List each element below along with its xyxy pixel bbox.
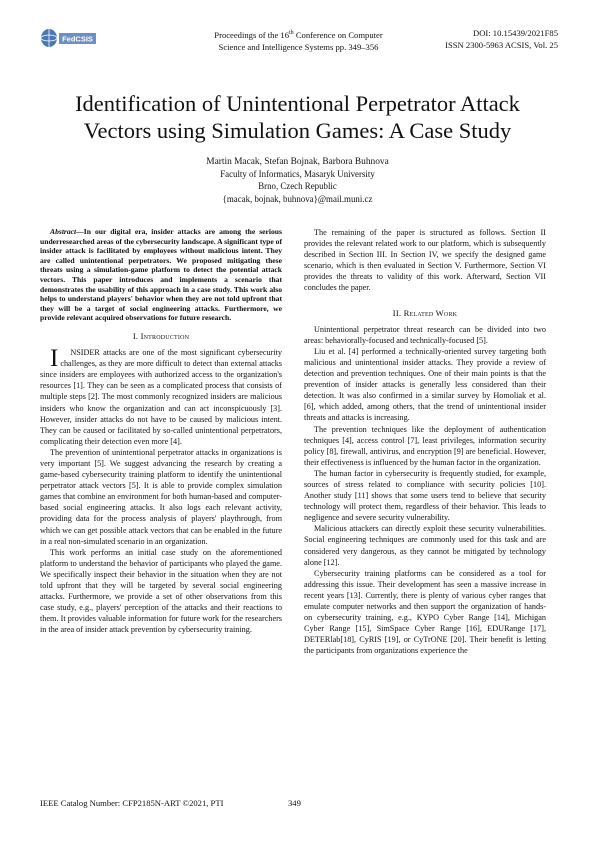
- proceedings-header: [196, 27, 401, 53]
- doi: DOI: 10.15439/2021F85: [473, 28, 558, 38]
- related-paragraph-3: The prevention techniques like the deployment of authentication techniques [4], access control [7], least privileges, information security policy [8], firewall, antivirus, and encryption [9] are beneficial. However, their effectiveness is influenced by the human factor in the organization.: [304, 424, 546, 467]
- title-line-1: Identification of Unintentional Perpetrator Attack: [75, 91, 520, 116]
- affiliation: Faculty of Informatics, Masaryk University: [220, 169, 375, 180]
- section-heading-related-work: II. Related Work: [392, 307, 458, 318]
- proceedings-line-1: Proceedings of the 16th Conference on Computer: [214, 29, 383, 40]
- related-paragraph-1: Unintentional perpetrator threat research can be divided into two areas: behaviorally-focused and technically-focused [5].: [304, 324, 546, 345]
- related-paragraph-6: Cybersecurity training platforms can be considered as a tool for addressing this issue. Their development has seen a massive increase in recent years [13]. Currently, there is plenty of various cyber ranges that emulate computer networks and then support the organization of hands-on cybersecurity training, e.g., KYPO Cyber Range [14], Michigan Cyber Range [15], SimSpace Cyber Range [16], EDURange [17], DETERlab[18], CyRIS [19], or CyTrONE [20]. Their benefit is letting the participants from organizations experience the: [304, 568, 546, 656]
- logo-text: FedCSIS: [62, 34, 93, 44]
- title-line-2: Vectors using Simulation Games: A Case Study: [83, 118, 512, 143]
- abstract-text: In our digital era, insider attacks are among the serious underresearched areas of the cybersecurity landscape. A significant type of insider attack is facilitated by employees without malicious intent. They are called unintentional perpetrators. We proposed mitigating these threats using a simulation-game platform to detect the potential attack vectors. This paper introduces and implements a scenario that demonstrates the usability of this approach in a case study. This work also helps to understand players' behavior when they are not told upfront that they will be a target of social engineering attacks. Furthermore, we provide relevant acquired observations for future research.: [40, 227, 282, 323]
- drop-cap: I: [50, 345, 59, 373]
- doi-header: [418, 27, 558, 51]
- related-paragraph-5: Malicious attackers can directly exploit these security vulnerabilities. Social engineering techniques are commonly used for this task and are considered very dangerous, as they cannot be mitigated by technology alone [12].: [304, 524, 546, 567]
- proceedings-line-2: Science and Intelligence Systems pp. 349–356: [218, 41, 379, 52]
- intro-paragraph-3: This work performs an initial case study on the aforementioned platform to understand the behavior of participants who played the game. We specifically inspect their behavior in the situation when they are not told upfront that they will be targeted by several social engineering attacks. Furthermore, we provide a set of other observations from this case study, e.g., players' perception of the attacks and their reactions to them. It provides valuable information for future work for the researchers in the area of insider attack prevention by cybersecurity training.: [40, 547, 282, 635]
- abstract-label: Abstract—: [50, 227, 84, 236]
- abstract: [40, 227, 282, 323]
- right-column: [304, 227, 546, 656]
- left-column: [40, 227, 282, 635]
- intro-paragraph-2: The prevention of unintentional perpetrator attacks in organizations is very important [5]. We suggest advancing the research by creating a game-based cybersecurity training platform to identify the unintentional perpetrator attack vectors [5]. It is able to provide complex simulation games that combine an environment for both human-based and computer-based social engineering attacks. It also logs each relevant activity, providing data for the process analysis of players' playthrough, from which we can get possible attack vectors that can be enabled in the future in a real non-simulated scenario in an organization.: [40, 447, 282, 546]
- intro-paragraph-1-text: NSIDER attacks are one of the most significant cybersecurity challenges, as they are more difficult to detect than external attacks since insiders are employees with authorized access to the organization's resources [1]. They can be seen as a complicated process that consists of multiple steps [2]. The most commonly recognized insiders are malicious insiders who know the organization and can act inconspicuously [3]. However, insider attacks do not have to be caused by malicious intent. They can be caused or facilitated by so-called unintentional perpetrators, complicating their detection even more [4].: [40, 348, 282, 446]
- ieee-catalog-footer: IEEE Catalog Number: CFP2185N-ART ©2021, PTI: [40, 798, 224, 808]
- email: {macak, bojnak, buhnova}@mail.muni.cz: [222, 193, 373, 204]
- paper-title: [40, 90, 555, 144]
- issn: ISSN 2300-5963 ACSIS, Vol. 25: [445, 40, 558, 50]
- page-number: 349: [288, 798, 301, 808]
- intro-paragraph-1: [40, 347, 282, 447]
- structure-paragraph: The remaining of the paper is structured as follows. Section II provides the relevant related work to our platform, which is subsequently described in Section III. In Section IV, we specify the designed game scenario, which is then evaluated in Section V. Furthermore, Section VI provides the threats to validity of this work. Afterward, Section VII concludes the paper.: [304, 228, 546, 293]
- location: Brno, Czech Republic: [258, 181, 337, 192]
- author-names: Martin Macak, Stefan Bojnak, Barbora Buhnova: [206, 157, 389, 167]
- conference-logo: [40, 27, 98, 49]
- author-block: [40, 156, 555, 205]
- related-paragraph-2: Liu et al. [4] performed a technically-oriented survey targeting both malicious and unintentional insider attacks. They provide a review of detection and prevention techniques. One of their main points is that the prevention of insider attacks is generally less considered than their detection. It was also confirmed in a similar survey by Homoliak et al. [6], which added, among others, that the trend of unintentional insider threats and attacks is increasing.: [304, 346, 546, 423]
- related-paragraph-4: The human factor in cybersecurity is frequently studied, for example, sources of stress related to compliance with security policies [10]. Another study [11] shows that some users tend to believe that security technology will protect them, regardless of their behavior. This leads to negligence and severe security vulnerability.: [304, 468, 546, 523]
- section-heading-introduction: I. Introduction: [132, 330, 190, 341]
